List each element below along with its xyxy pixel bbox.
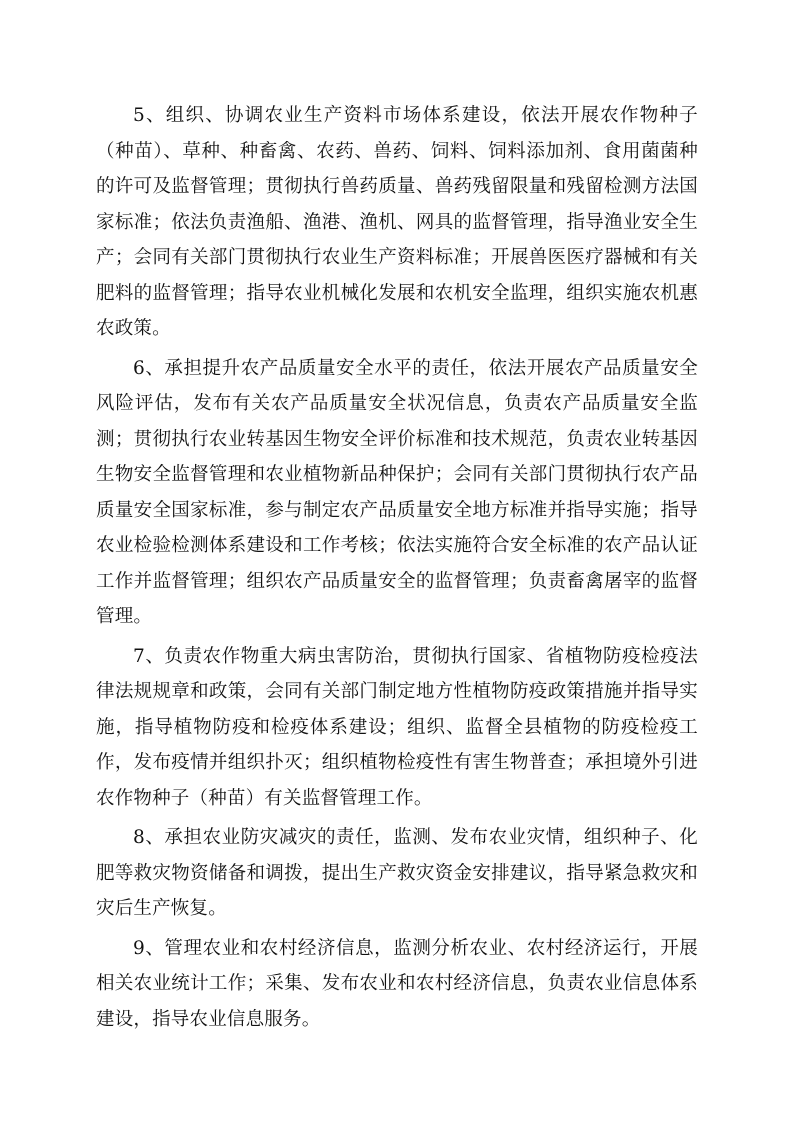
paragraph-item-6: 6、承担提升农产品质量安全水平的责任，依法开展农产品质量安全风险评估，发布有关农产品质量安全状况信息，负责农产品质量安全监测；贯彻执行农业转基因生物安全评价标准和技术规范，负责农业转基因生物安全监督管理和农业植物新品种保护；会同有关部门贯彻执行农产品质量安全国家标准，参与制定农产品质量安全地方标准并指导实施；指导农业检验检测体系建设和工作考核；依法实施符合安全标准的农产品认证工作并监督管理；组织农产品质量安全的监督管理；负责畜禽屠宰的监督管理。: [96, 357, 698, 627]
paragraph-item-9: 9、管理农业和农村经济信息，监测分析农业、农村经济运行，开展相关农业统计工作；采集、发布农业和农村经济信息，负责农业信息体系建设，指导农业信息服务。: [96, 937, 698, 1030]
document-body: [96, 98, 698, 1041]
paragraph-item-5: 5、组织、协调农业生产资料市场体系建设，依法开展农作物种子（种苗）、草种、种畜禽、农药、兽药、饲料、饲料添加剂、食用菌菌种的许可及监督管理；贯彻执行兽药质量、兽药残留限量和残留检测方法国家标准；依法负责渔船、渔港、渔机、网具的监督管理，指导渔业安全生产；会同有关部门贯彻执行农业生产资料标准；开展兽医医疗器械和有关肥料的监督管理；指导农业机械化发展和农机安全监理，组织实施农机惠农政策。: [96, 105, 698, 339]
paragraph-item-7: 7、负责农作物重大病虫害防治，贯彻执行国家、省植物防疫检疫法律法规规章和政策，会同有关部门制定地方性植物防疫政策措施并指导实施，指导植物防疫和检疫体系建设；组织、监督全县植物的防疫检疫工作，发布疫情并组织扑灭；组织植物检疫性有害生物普查；承担境外引进农作物种子（种苗）有关监督管理工作。: [96, 645, 698, 809]
paragraph-item-8: 8、承担农业防灾减灾的责任，监测、发布农业灾情，组织种子、化肥等救灾物资储备和调拨，提出生产救灾资金安排建议，指导紧急救灾和灾后生产恢复。: [96, 827, 698, 919]
